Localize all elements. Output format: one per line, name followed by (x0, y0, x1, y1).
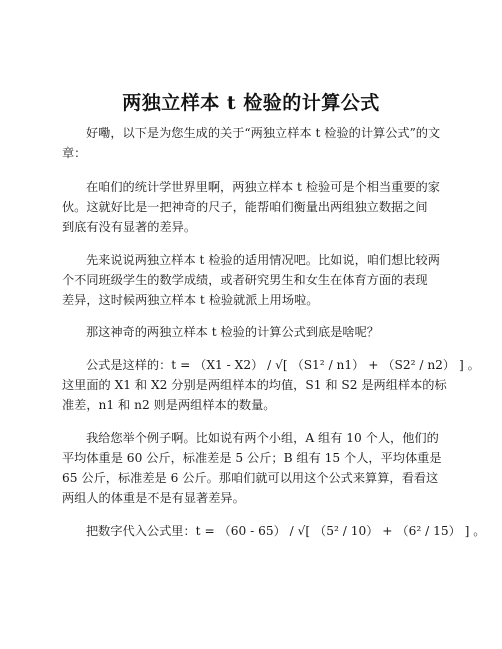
paragraph-line: 那这神奇的两独立样本 t 检验的计算公式到底是啥呢？ (86, 325, 379, 339)
paragraph-line: 平均体重是 60 公斤，标准差是 5 公斤；B 组有 15 个人，平均体重是 (62, 451, 442, 465)
paragraph-line: 在咱们的统计学世界里啊，两独立样本 t 检验可是个相当重要的家 (86, 180, 440, 194)
paragraph-line: 到底有没有显著的差异。 (62, 220, 197, 234)
paragraph-applicability (62, 250, 450, 310)
paragraph-line: 个不同班级学生的数学成绩，或者研究男生和女生在体育方面的表现 (62, 273, 428, 287)
paragraph-line: 准差，n1 和 n2 则是两组样本的数量。 (62, 398, 276, 412)
paragraph-line: 好嘞，以下是为您生成的关于“两独立样本 t 检验的计算公式”的文 (86, 126, 441, 140)
paragraph-line: 伙。这就好比是一把神奇的尺子，能帮咱们衡量出两组独立数据之间 (62, 200, 428, 214)
paragraph-importance (62, 177, 450, 237)
document-title: 两独立样本 t 检验的计算公式 (122, 92, 380, 114)
paragraph-line: 65 公斤，标准差是 6 公斤。那咱们就可以用这个公式来算算，看看这 (62, 471, 439, 485)
paragraph-formula (62, 355, 480, 415)
paragraph-line: 差异，这时候两独立样本 t 检验就派上用场啦。 (62, 293, 319, 307)
paragraph-question (62, 322, 450, 342)
paragraph-line: 把数字代入公式里：t = （60 - 65） / √[ （5² / 10） + （6² / 15） ] 。 (86, 524, 486, 538)
paragraph-line: 我给您举个例子啊。比如说有两个小组，A 组有 10 个人，他们的 (86, 431, 439, 445)
paragraph-line: 公式是这样的：t = （X1 - X2） / √[ （S1² / n1） + （S2² / n2） ] 。 (86, 358, 480, 372)
paragraph-substitution (62, 521, 486, 541)
paragraph-line: 两组人的体重是不是有显著差异。 (62, 491, 245, 505)
paragraph-example (62, 428, 450, 508)
paragraph-line: 章： (62, 146, 87, 160)
paragraph-line: 先来说说两独立样本 t 检验的适用情况吧。比如说，咱们想比较两 (86, 253, 440, 267)
paragraph-line: 这里面的 X1 和 X2 分别是两组样本的均值，S1 和 S2 是两组样本的标 (62, 378, 447, 392)
paragraph-intro (62, 123, 450, 163)
